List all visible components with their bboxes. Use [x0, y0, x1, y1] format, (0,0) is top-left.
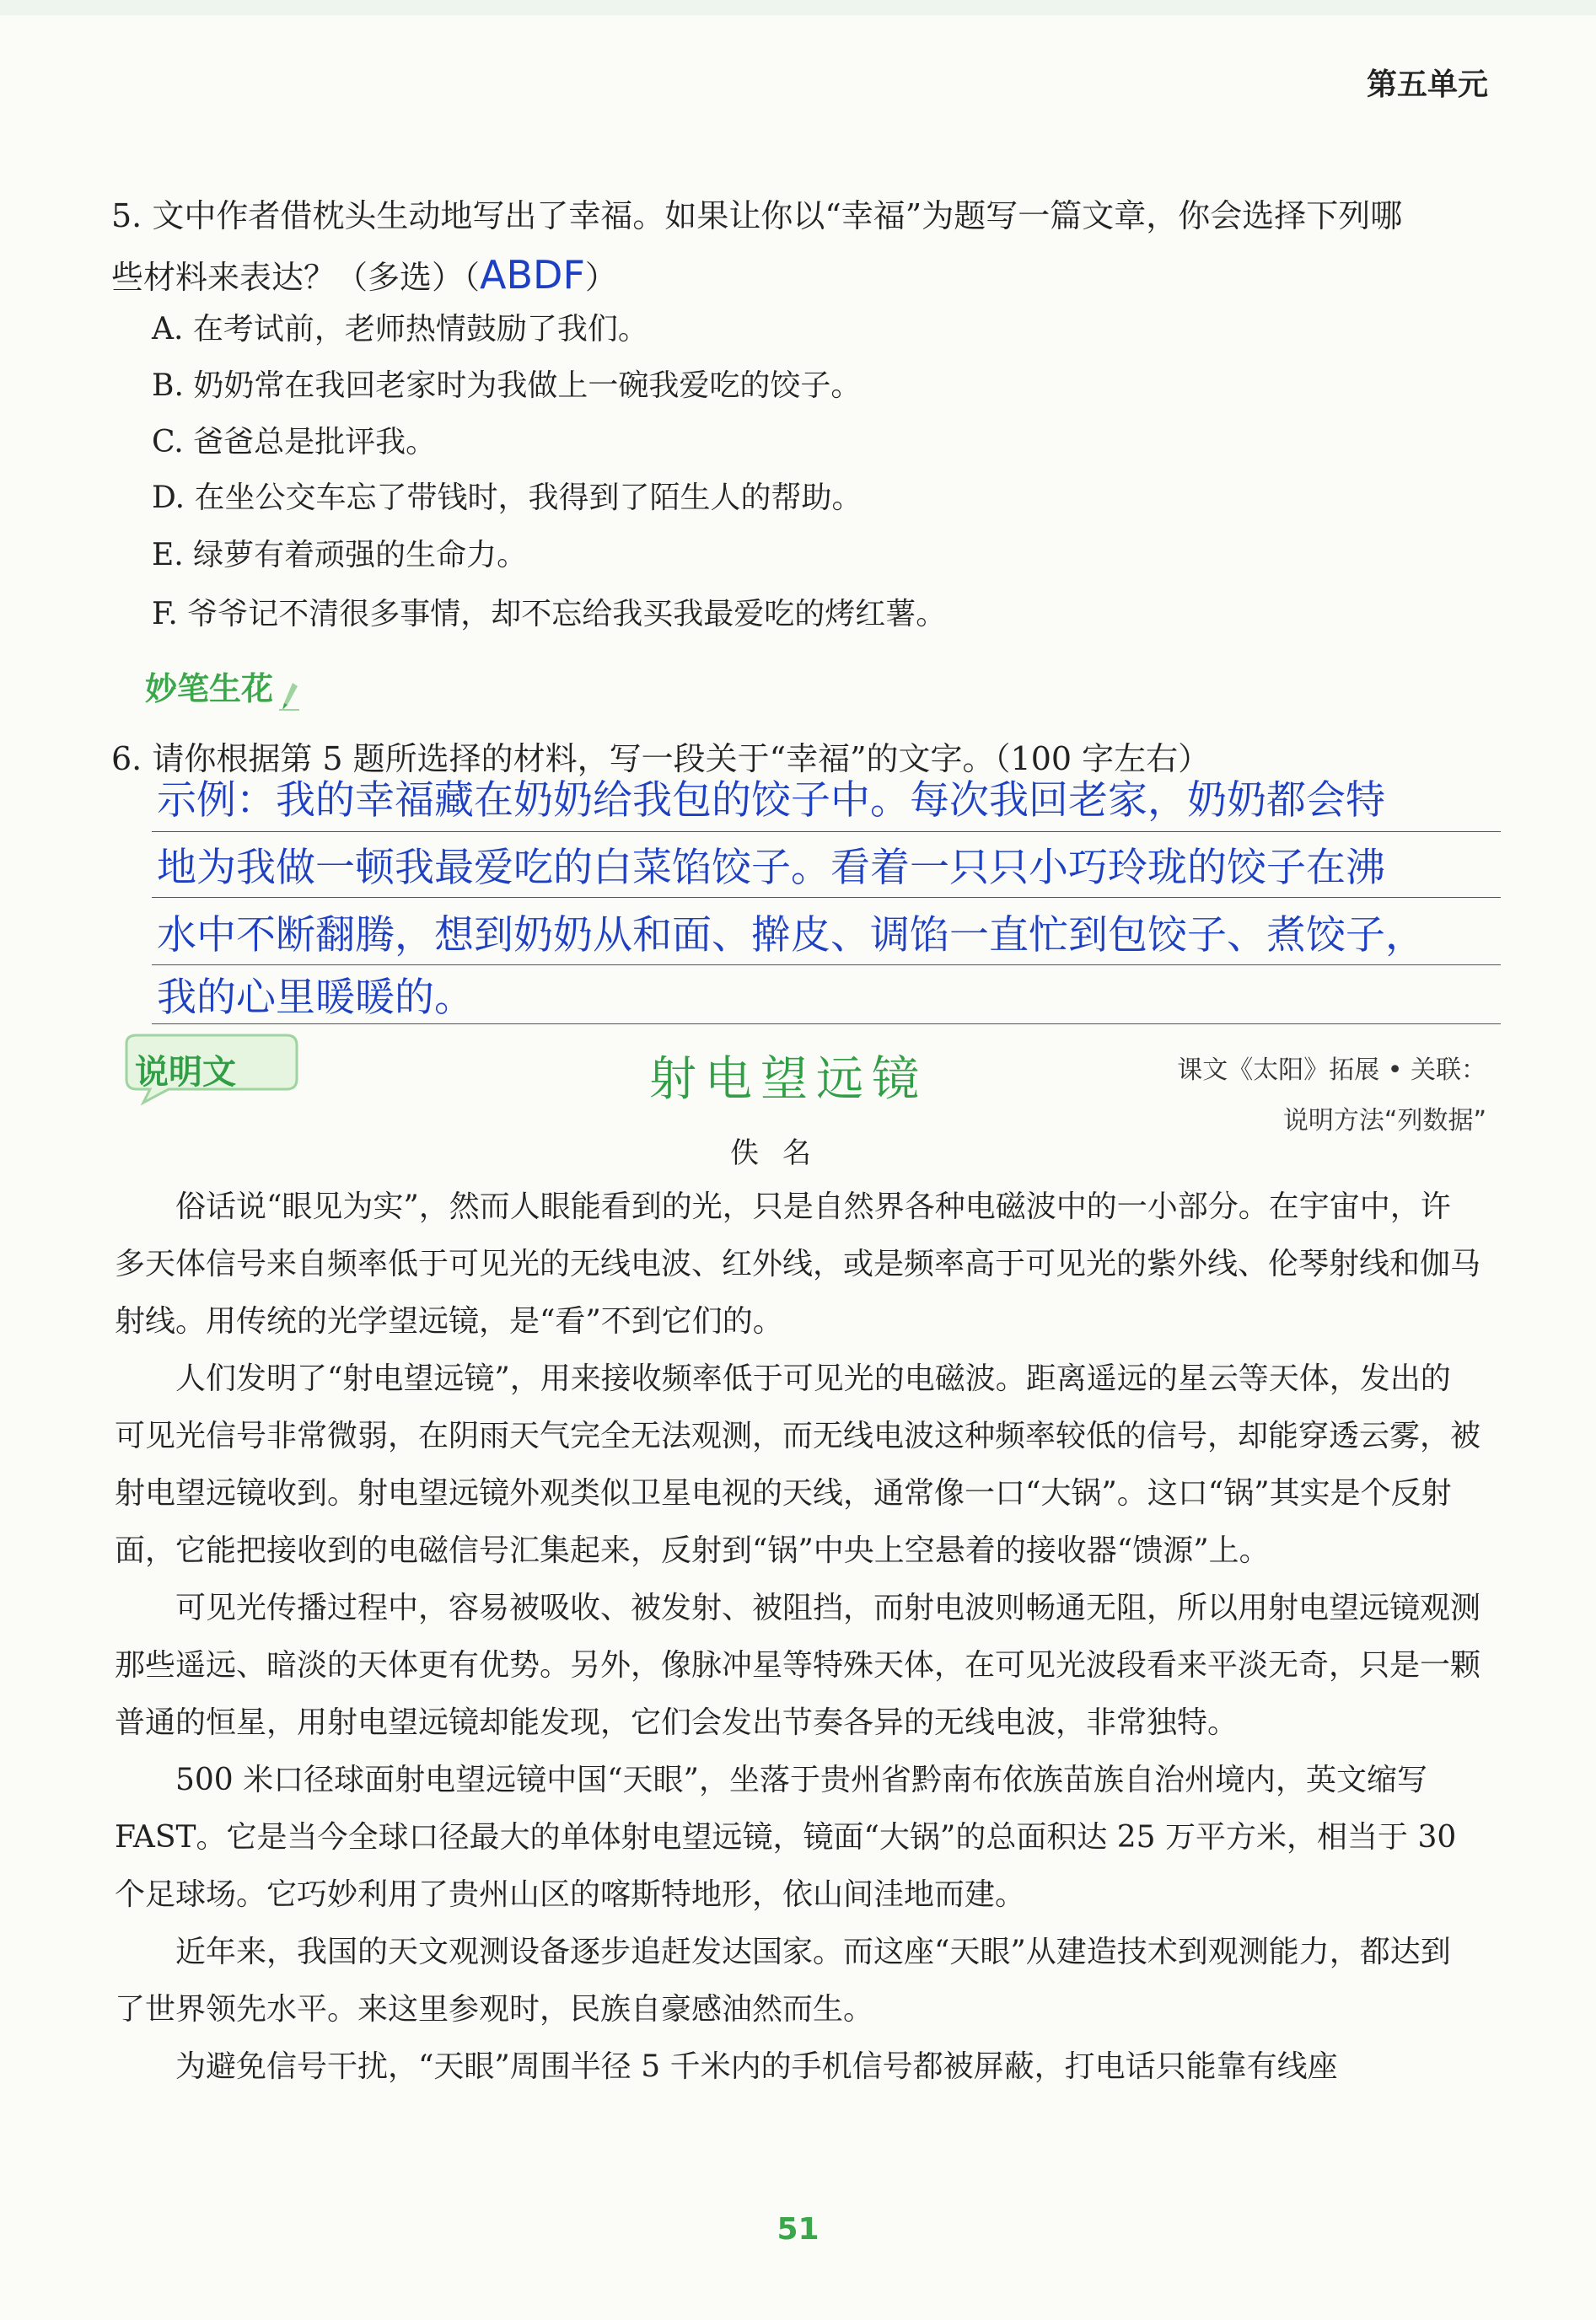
article-paragraph: 人们发明了“射电望远镜”，用来接收频率低于可见光的电磁波。距离遥远的星云等天体，发出的可见光信号非常微弱，在阴雨天气完全无法观测，而无线电波这种频率较低的信号，却能穿透云雾，被射电望远镜收到。射电望远镜外观类似卫星电视的天线，通常像一口“大锅”。这口“锅”其实是个反射面，它能把接收到的电磁信号汇集起来，反射到“锅”中央上空悬着的接收器“馈源”上。 [115, 1361, 1481, 1568]
q5-prompt-line2 [111, 246, 1502, 306]
q6-answer-line1: 示例：我的幸福藏在奶奶给我包的饺子中。每次我回老家，奶奶都会特 [157, 777, 1385, 824]
article-paragraph: 俗话说“眼见为实”，然而人眼能看到的光，只是自然界各种电磁波中的一小部分。在宇宙中，许多天体信号来自频率低于可见光的无线电波、红外线，或是频率高于可见光的紫外线、伦琴射线和伽马射线。用传统的光学望远镜，是“看”不到它们的。 [115, 1190, 1481, 1339]
article-paragraph: 为避免信号干扰，“天眼”周围半径 5 千米内的手机信号都被屏蔽，打电话只能靠有线座 [175, 2049, 1338, 2084]
q5-option-d: D. 在坐公交车忘了带钱时，我得到了陌生人的帮助。 [152, 481, 862, 515]
writing-line [152, 964, 1501, 965]
article-paragraph: 500 米口径球面射电望远镜中国“天眼”，坐落于贵州省黔南布依族苗族自治州境内，英文缩写 FAST。它是当今全球口径最大的单体射电望远镜，镜面“大锅”的总面积达 25 万平方米，相当于 30 个足球场。它巧妙利用了贵州山区的喀斯特地形，依山间洼地而建。 [115, 1763, 1457, 1912]
q6-answer-line2: 地为我做一顿我最爱吃的白菜馅饺子。看着一只只小巧玲珑的饺子在沸 [157, 845, 1385, 891]
q5-option-a: A. 在考试前，老师热情鼓励了我们。 [152, 312, 648, 346]
q6-answer-line4: 我的心里暖暖的。 [157, 975, 474, 1021]
q5-option-f: F. 爷爷记不清很多事情，却不忘给我买我最爱吃的烤红薯。 [152, 597, 947, 631]
link-note-line2: 说明方法“列数据” [1282, 1106, 1486, 1136]
brush-icon [277, 681, 301, 712]
q5-prompt-text: 些材料来表达？（多选）（ [111, 259, 481, 296]
q5-option-e: E. 绿萝有着顽强的生命力。 [152, 538, 528, 572]
writing-line [152, 897, 1501, 898]
article-paragraph: 可见光传播过程中，容易被吸收、被发射、被阻挡，而射电波则畅通无阻，所以用射电望远镜观测那些遥远、暗淡的天体更有优势。另外，像脉冲星等特殊天体，在可见光波段看来平淡无奇，只是一颗普通的恒星，用射电望远镜却能发现，它们会发出节奏各异的无线电波，非常独特。 [115, 1591, 1481, 1740]
q5-option-b: B. 奶奶常在我回老家时为我做上一碗我爱吃的饺子。 [152, 368, 862, 403]
section-label [145, 663, 301, 712]
q6-answer-line3: 水中不断翻腾，想到奶奶从和面、擀皮、调馅一直忙到包饺子、煮饺子， [157, 912, 1425, 959]
q5-prompt-line1: 5. 文中作者借枕头生动地写出了幸福。如果让你以“幸福”为题写一篇文章，你会选择下列哪 [111, 197, 1403, 234]
q5-prompt-close: ） [584, 259, 617, 296]
page-number: 51 [777, 2212, 819, 2247]
q5-answer: ABDF [480, 252, 585, 298]
genre-badge: 说明文 [135, 1053, 236, 1092]
article-author: 佚名 [730, 1136, 835, 1170]
top-tint-bar [0, 0, 1596, 15]
q5-option-c: C. 爸爸总是批评我。 [152, 425, 437, 459]
writing-line [152, 1023, 1501, 1024]
article-paragraph: 近年来，我国的天文观测设备逐步追赶发达国家。而这座“天眼”从建造技术到观测能力，都达到了世界领先水平。来这里参观时，民族自豪感油然而生。 [115, 1935, 1451, 2027]
article-body [115, 1179, 1480, 2096]
section-label-text: 妙笔生花 [145, 670, 274, 707]
q6-prompt: 6. 请你根据第 5 题所选择的材料，写一段关于“幸福”的文字。（100 字左右） [111, 740, 1211, 777]
link-note-line1: 课文《太阳》拓展 • 关联： [1177, 1055, 1486, 1085]
article-title: 射电望远镜 [649, 1052, 927, 1107]
unit-header: 第五单元 [1366, 67, 1488, 102]
writing-line [152, 831, 1501, 832]
